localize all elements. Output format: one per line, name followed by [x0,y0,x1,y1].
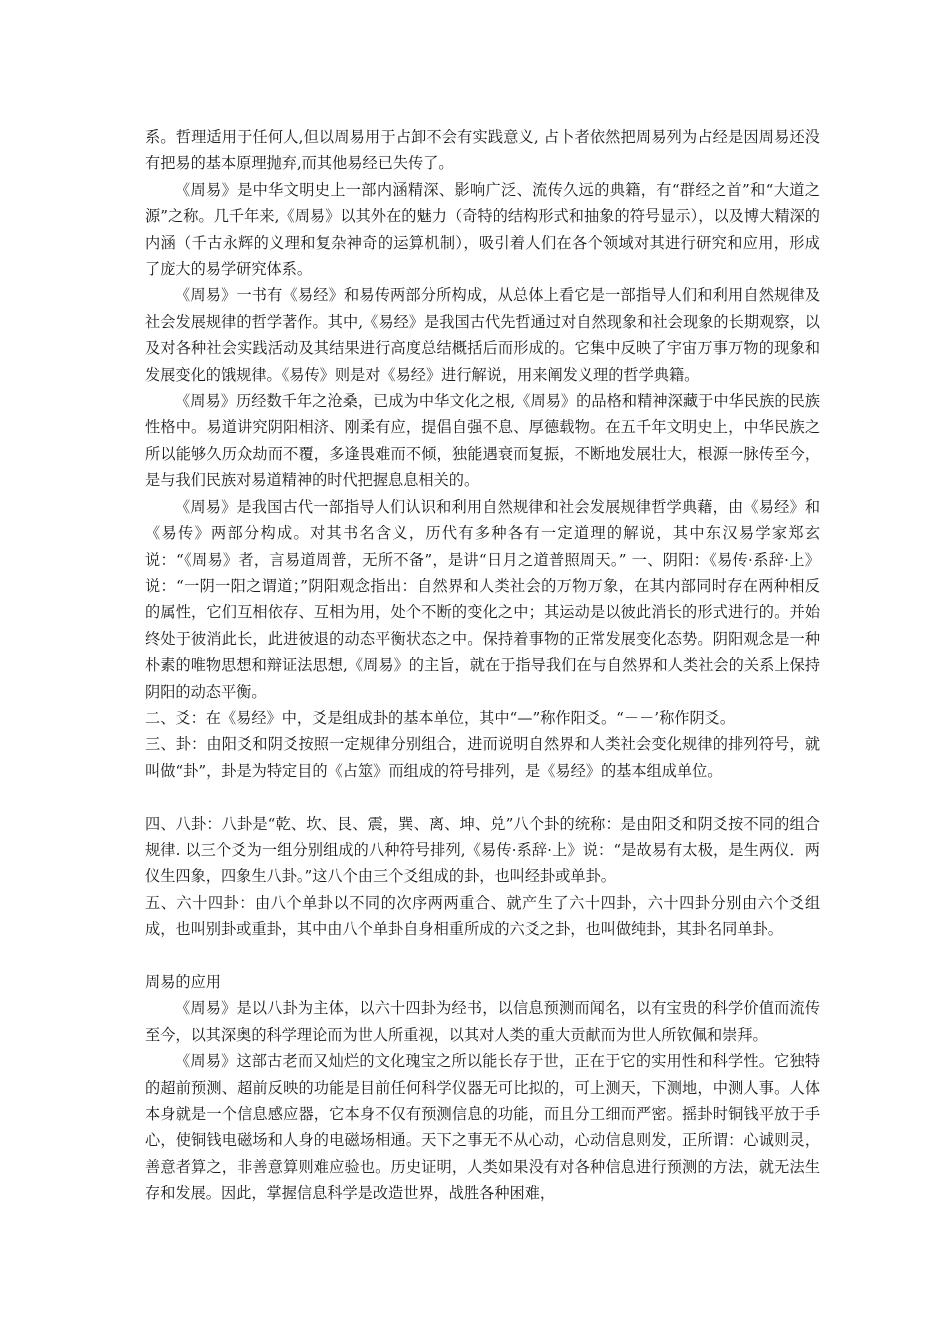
paragraph-64gua: 五、六十四卦：由八个单卦以不同的次序两两重合、就产生了六十四卦，六十四卦分别由六个爻组成，也叫别卦或重卦，其中由八个单卦自身相重所成的六爻之卦，也叫做纯卦，其卦名同单卦。 [145,893,820,939]
paragraph-gua: 三、卦：由阳爻和阴爻按照一定规律分别组合，进而说明自然界和人类社会变化规律的排列符号，就叫做“卦”，卦是为特定目的《占筮》而组成的符号排列，是《易经》的基本组成单位。 [145,735,820,780]
paragraph-bagua: 四、八卦：八卦是“乾、坎、艮、震，巽、离、坤、兑”八个卦的统称：是由阳爻和阴爻按不同的组合规律. 以三个爻为一组分别组成的八种符号排列,《易传·系辞·上》说：“是故易有太极，是生两仪．两仪生四象，四象生八卦。”这八个由三个爻组成的卦，也叫经卦或单卦。 [145,814,820,886]
paragraph-practicality: 《周易》这部古老而又灿烂的文化瑰宝之所以能长存于世，正在于它的实用性和科学性。它独特的超前预测、超前反映的功能是目前任何科学仪器无可比拟的，可上测天，下测地，中测人事。人体本身就是一个信息感应器，它本身不仅有预测信息的功能，而且分工细而严密。摇卦时铜钱平放于手心，使铜钱电磁场和人身的电磁场相通。天下之事无不从心动，心动信息则发，正所谓：心诚则灵，善意者算之，非善意算则难应验也。历史证明，人类如果没有对各种信息进行预测的方法，就无法生存和发展。因此，掌握信息科学是改造世界，战胜各种困难， [145,1052,820,1203]
paragraph-continuation: 系。哲理适用于任何人,但以周易用于占卸不会有实践意义, 占卜者依然把周易列为占经是因周易还没有把易的基本原理抛弃,而其他易经已失传了。 [145,128,820,173]
spacer [145,784,820,810]
section-heading: 周易的应用 [145,972,221,991]
paragraph-history: 《周易》历经数千年之沧桑，已成为中华文化之根,《周易》的品格和精神深藏于中华民族的民族性格中。易道讲究阴阳相济、刚柔有应，提倡自强不息、厚德载物。在五千年文明史上，中华民族之所以能够久历众劫而不覆，多逢畏难而不倾，独能遇衰而复振，不断地发展壮大，根源一脉传至今，是与我们民族对易道精神的时代把握息息相关的。 [145,392,820,490]
paragraph-application: 《周易》是以八卦为主体，以六十四卦为经书，以信息预测而闻名，以有宝贵的科学价值而流传至今，以其深奥的科学理论而为世人所重视，以其对人类的重大贡献而为世人所钦佩和崇拜。 [145,999,820,1044]
paragraph-yinyang: 《周易》是我国古代一部指导人们认识和利用自然规律和社会发展规律哲学典藉，由《易经》和《易传》两部分构成。对其书名含义，历代有多种各有一定道理的解说，其中东汉易学家郑玄说：“《周易》者，言易道周普，无所不备”，是讲“日月之道普照周天。” 一、阴阳：《易传·系辞·上》说：“一阴一阳之谓道；”阴阳观念指出：自然界和人类社会的万物万象，在其内部同时存在两种相反的属性，它们互相依存、互相为用，处个不断的变化之中；其运动是以彼此消长的形式进行的。并始终处于彼消此长，此进彼退的动态平衡状态之中。保持着事物的正常发展变化态势。阴阳观念是一种朴素的唯物思想和辩证法思想,《周易》的主旨，就在于指导我们在与自然界和人类社会的关系上保持阴阳的动态平衡。 [145,497,820,701]
spacer [145,943,820,969]
document-page [145,124,820,1207]
paragraph-yao: 二、爻：在《易经》中，爻是组成卦的基本单位，其中“—”称作阳爻。“－－’称作阴爻。 [145,708,736,727]
paragraph-composition: 《周易》一书有《易经》和易传两部分所构成，从总体上看它是一部指导人们和利用自然规律及社会发展规律的哲学著作。其中,《易经》是我国古代先哲通过对自然现象和社会现象的长期观察，以及对各种社会实践活动及其结果进行高度总结概括后而形成的。它集中反映了宇宙万事万物的现象和发展变化的饿规律。《易传》则是对《易经》进行解说，用来阐发义理的哲学典籍。 [145,286,820,384]
paragraph-intro: 《周易》是中华文明史上一部内涵精深、影响广泛、流传久远的典籍，有“群经之首”和“大道之源”之称。几千年来,《周易》以其外在的魅力（奇特的结构形式和抽象的符号显示），以及博大精深的内涵（千古永辉的义理和复杂神奇的运算机制），吸引着人们在各个领域对其进行研究和应用，形成了庞大的易学研究体系。 [145,180,820,279]
